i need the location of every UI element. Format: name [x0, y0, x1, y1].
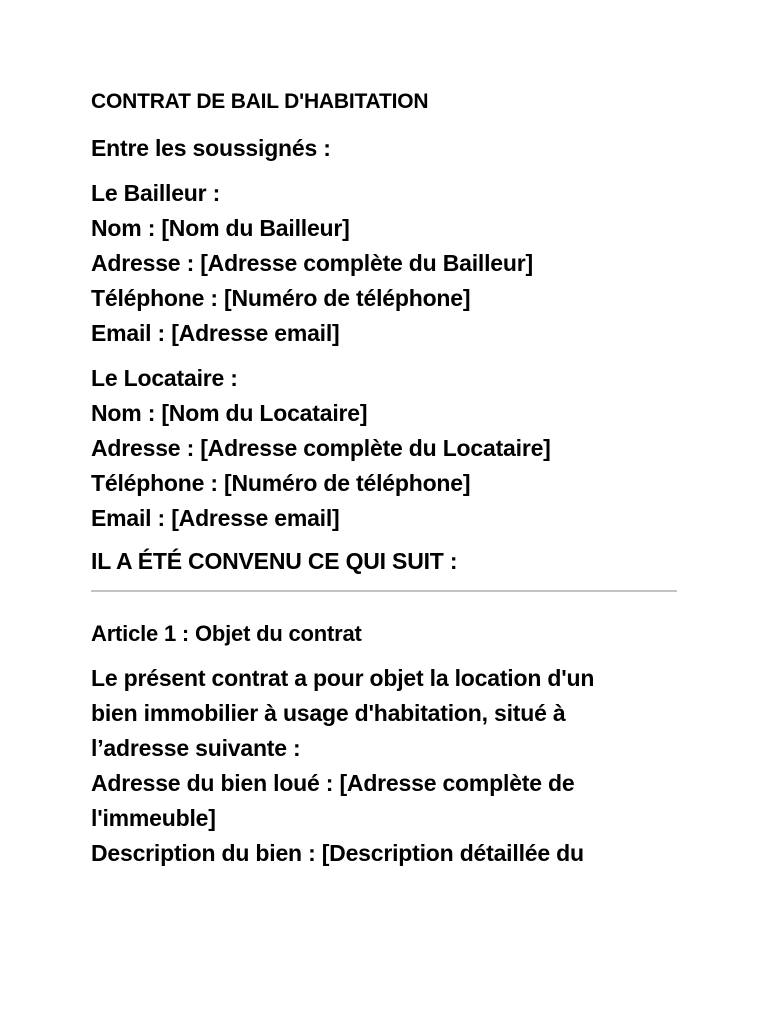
tenant-heading: Le Locataire :: [91, 365, 238, 391]
document-page: [91, 84, 677, 871]
article-1-line: l'immeuble]: [91, 805, 216, 831]
article-1-line: Description du bien : [Description détaillée du: [91, 840, 584, 866]
article-1-line: Le présent contrat a pour objet la location d'un: [91, 665, 595, 691]
lessor-email: Email : [Adresse email]: [91, 320, 340, 346]
document-title: CONTRAT DE BAIL D'HABITATION: [91, 90, 429, 113]
lessor-heading: Le Bailleur :: [91, 180, 221, 206]
tenant-phone: Téléphone : [Numéro de téléphone]: [91, 470, 471, 496]
parties-intro: Entre les soussignés :: [91, 135, 331, 161]
article-1-line: l’adresse suivante :: [91, 735, 301, 761]
tenant-email: Email : [Adresse email]: [91, 505, 340, 531]
lessor-section: [91, 176, 677, 351]
article-1-title: Article 1 : Objet du contrat: [91, 621, 362, 646]
tenant-name: Nom : [Nom du Locataire]: [91, 400, 368, 426]
article-1-body: [91, 661, 677, 871]
agreement-heading: IL A ÉTÉ CONVENU CE QUI SUIT :: [91, 548, 458, 574]
section-divider: [91, 590, 677, 592]
lessor-phone: Téléphone : [Numéro de téléphone]: [91, 285, 471, 311]
article-1-line: bien immobilier à usage d'habitation, situé à: [91, 700, 566, 726]
lessor-address: Adresse : [Adresse complète du Bailleur]: [91, 250, 533, 276]
tenant-section: [91, 361, 677, 536]
lessor-name: Nom : [Nom du Bailleur]: [91, 215, 350, 241]
tenant-address: Adresse : [Adresse complète du Locataire]: [91, 435, 551, 461]
article-1-line: Adresse du bien loué : [Adresse complète de: [91, 770, 575, 796]
